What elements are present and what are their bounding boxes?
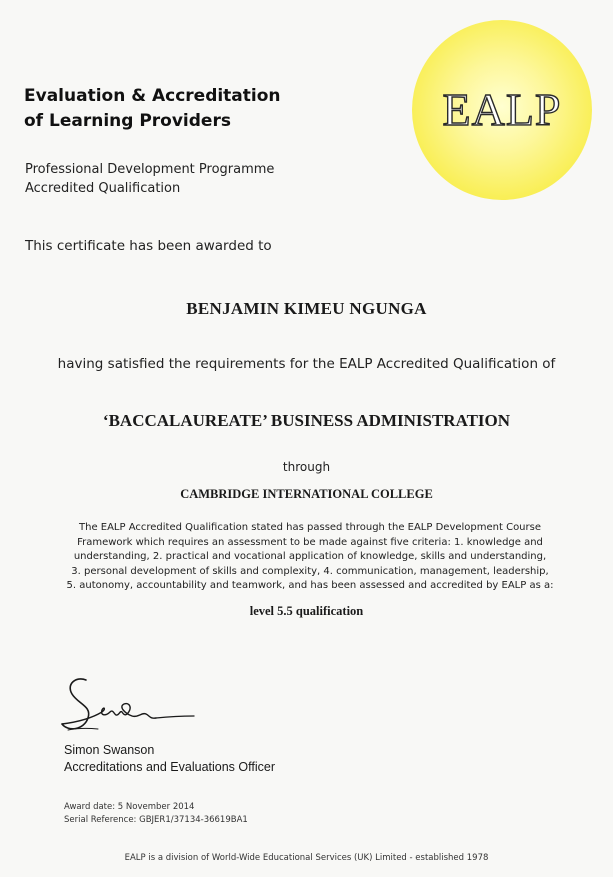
description-line: understanding, 2. practical and vocational application of knowledge, skills and understanding,	[73, 551, 547, 562]
through-text: through	[282, 460, 331, 474]
organization-name	[24, 84, 281, 134]
college-name: CAMBRIDGE INTERNATIONAL COLLEGE	[180, 487, 433, 501]
signature-image	[58, 672, 198, 742]
award-date: Award date: 5 November 2014	[64, 802, 195, 812]
footer-text: EALP is a division of World-Wide Educational Services (UK) Limited - established 1978	[124, 853, 489, 863]
signatory-name: Simon Swanson	[64, 743, 155, 757]
ealp-logo	[412, 20, 592, 200]
description-line: 5. autonomy, accountability and teamwork, and has been assessed and accredited by EALP as a:	[66, 580, 554, 591]
description-line: The EALP Accredited Qualification stated has passed through the EALP Development Course	[79, 522, 541, 533]
ealp-logo-text: EALP	[442, 84, 562, 135]
organization-name-line1: Evaluation & Accreditation	[24, 86, 281, 106]
awarded-to-text: This certificate has been awarded to	[25, 238, 272, 254]
programme-line2: Accredited Qualification	[25, 181, 181, 196]
signatory	[64, 742, 275, 776]
description-line: Framework which requires an assessment to be made against five criteria: 1. knowledge and	[77, 536, 543, 548]
qualification-title: ‘BACCALAUREATE’ BUSINESS ADMINISTRATION	[102, 411, 511, 430]
serial-reference: Serial Reference: GBJER1/37134-36619BA1	[64, 815, 248, 825]
signatory-title: Accreditations and Evaluations Officer	[64, 760, 275, 774]
qualification-level: level 5.5 qualification	[249, 604, 364, 618]
programme-heading	[25, 160, 274, 198]
criteria-description	[40, 521, 580, 594]
requirements-text: having satisfied the requirements for the EALP Accredited Qualification of	[57, 356, 556, 372]
award-details	[64, 801, 248, 827]
description-line: 3. personal development of skills and complexity, 4. communication, management, leadership,	[71, 565, 549, 577]
organization-name-line2: of Learning Providers	[24, 111, 231, 131]
recipient-name: BENJAMIN KIMEU NGUNGA	[186, 299, 427, 318]
programme-line1: Professional Development Programme	[25, 162, 275, 177]
